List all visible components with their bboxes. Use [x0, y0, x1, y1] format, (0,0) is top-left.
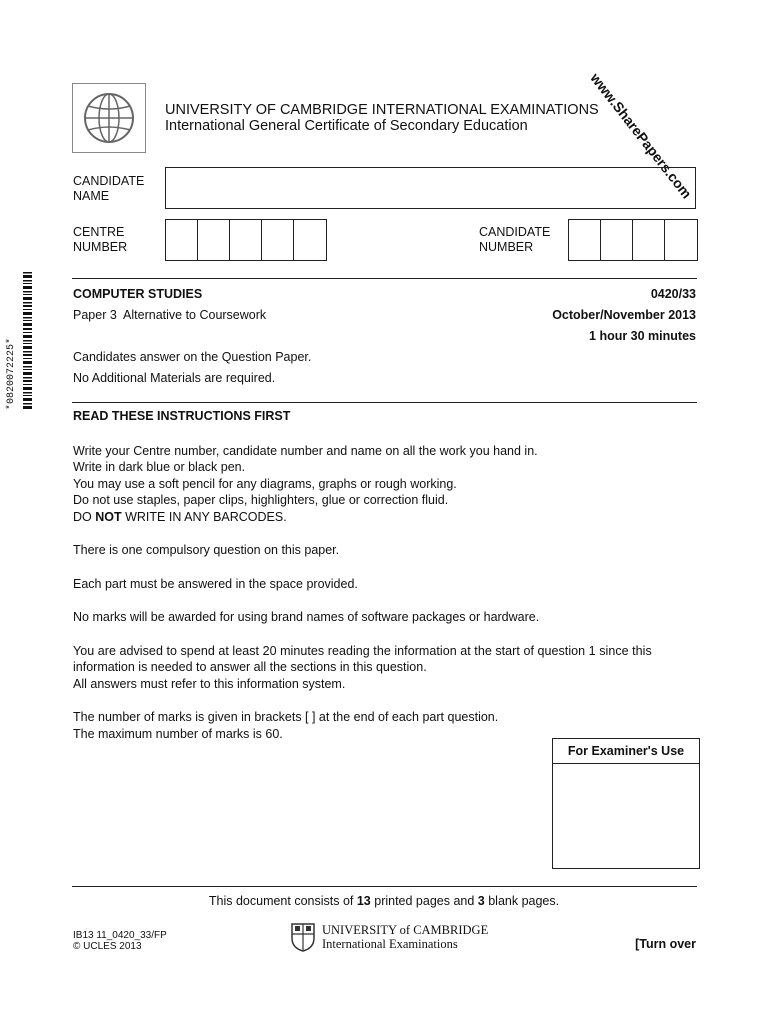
page-count-note: This document consists of 13 printed pages and 3 blank pages.	[208, 894, 560, 908]
examiner-use-heading: For Examiner's Use	[553, 739, 699, 764]
cambridge-footer-logo	[290, 922, 488, 952]
instruction-line: Write your Centre number, candidate number and name on all the work you hand in.	[73, 443, 538, 458]
candidate-number-label: CANDIDATE NUMBER	[479, 225, 551, 254]
candidate-number-field[interactable]	[568, 219, 698, 261]
instruction-paragraph: There is one compulsory question on this paper.	[73, 543, 340, 557]
institution-name: UNIVERSITY OF CAMBRIDGE INTERNATIONAL EXAMINATIONS	[165, 102, 599, 118]
divider	[72, 886, 697, 887]
barcode-bars	[23, 272, 37, 412]
cie-logo	[72, 83, 146, 153]
candidate-digit-box[interactable]	[569, 220, 601, 260]
instruction-line: Write in dark blue or black pen.	[73, 460, 246, 474]
centre-number-label: CENTRE NUMBER	[73, 225, 128, 254]
instruction-line: Do not use staples, paper clips, highlighters, glue or correction fluid.	[73, 493, 449, 507]
paper-code: 0420/33	[650, 287, 696, 301]
materials-note: No Additional Materials are required.	[73, 371, 276, 385]
turn-over: [Turn over	[635, 937, 696, 951]
paper-title: Paper 3 Alternative to Coursework	[73, 308, 267, 322]
instruction-paragraph: Each part must be answered in the space provided.	[73, 576, 358, 591]
instruction-line: DO NOT WRITE IN ANY BARCODES.	[73, 509, 287, 524]
instruction-paragraph: All answers must refer to this information system.	[73, 676, 346, 691]
instructions-section	[73, 408, 697, 742]
candidate-digit-box[interactable]	[633, 220, 665, 260]
document-reference: IB13 11_0420_33/FP © UCLES 2013	[73, 930, 167, 952]
barcode	[23, 272, 35, 410]
candidate-digit-box[interactable]	[665, 220, 697, 260]
crest-icon	[290, 922, 316, 952]
exam-duration: 1 hour 30 minutes	[589, 329, 696, 343]
centre-digit-box[interactable]	[198, 220, 230, 260]
candidate-digit-box[interactable]	[601, 220, 633, 260]
instruction-paragraph: No marks will be awarded for using brand names of software packages or hardware.	[73, 610, 540, 624]
instruction-paragraph: The maximum number of marks is 60.	[73, 726, 283, 741]
watermark-url: www.SharePapers.com	[587, 70, 696, 202]
subject-title: COMPUTER STUDIES	[73, 287, 203, 301]
exam-session: October/November 2013	[552, 308, 696, 322]
centre-number-field[interactable]	[165, 219, 327, 261]
logo-line-2: International Examinations	[322, 937, 458, 951]
instructions-heading: READ THESE INSTRUCTIONS FIRST	[73, 409, 291, 423]
centre-digit-box[interactable]	[294, 220, 326, 260]
divider	[72, 278, 697, 279]
answer-note: Candidates answer on the Question Paper.	[73, 350, 312, 364]
instruction-paragraph: The number of marks is given in brackets [ ] at the end of each part question.	[73, 710, 499, 724]
divider	[72, 402, 697, 403]
candidate-name-label: CANDIDATE NAME	[73, 174, 145, 203]
barcode-text: *0820072225*	[6, 337, 17, 410]
instruction-line: You may use a soft pencil for any diagrams, graphs or rough working.	[73, 476, 457, 491]
instruction-paragraph: You are advised to spend at least 20 minutes reading the information at the start of question 1 since this	[73, 643, 652, 658]
logo-line-1: UNIVERSITY of CAMBRIDGE	[322, 923, 489, 937]
centre-digit-box[interactable]	[262, 220, 294, 260]
globe-icon	[73, 84, 145, 152]
centre-digit-box[interactable]	[230, 220, 262, 260]
qualification-name: International General Certificate of Secondary Education	[165, 118, 528, 134]
centre-digit-box[interactable]	[166, 220, 198, 260]
candidate-name-field[interactable]	[165, 167, 696, 209]
instruction-paragraph: information is needed to answer all the sections in this question.	[73, 660, 427, 674]
examiner-use-box	[552, 738, 700, 869]
